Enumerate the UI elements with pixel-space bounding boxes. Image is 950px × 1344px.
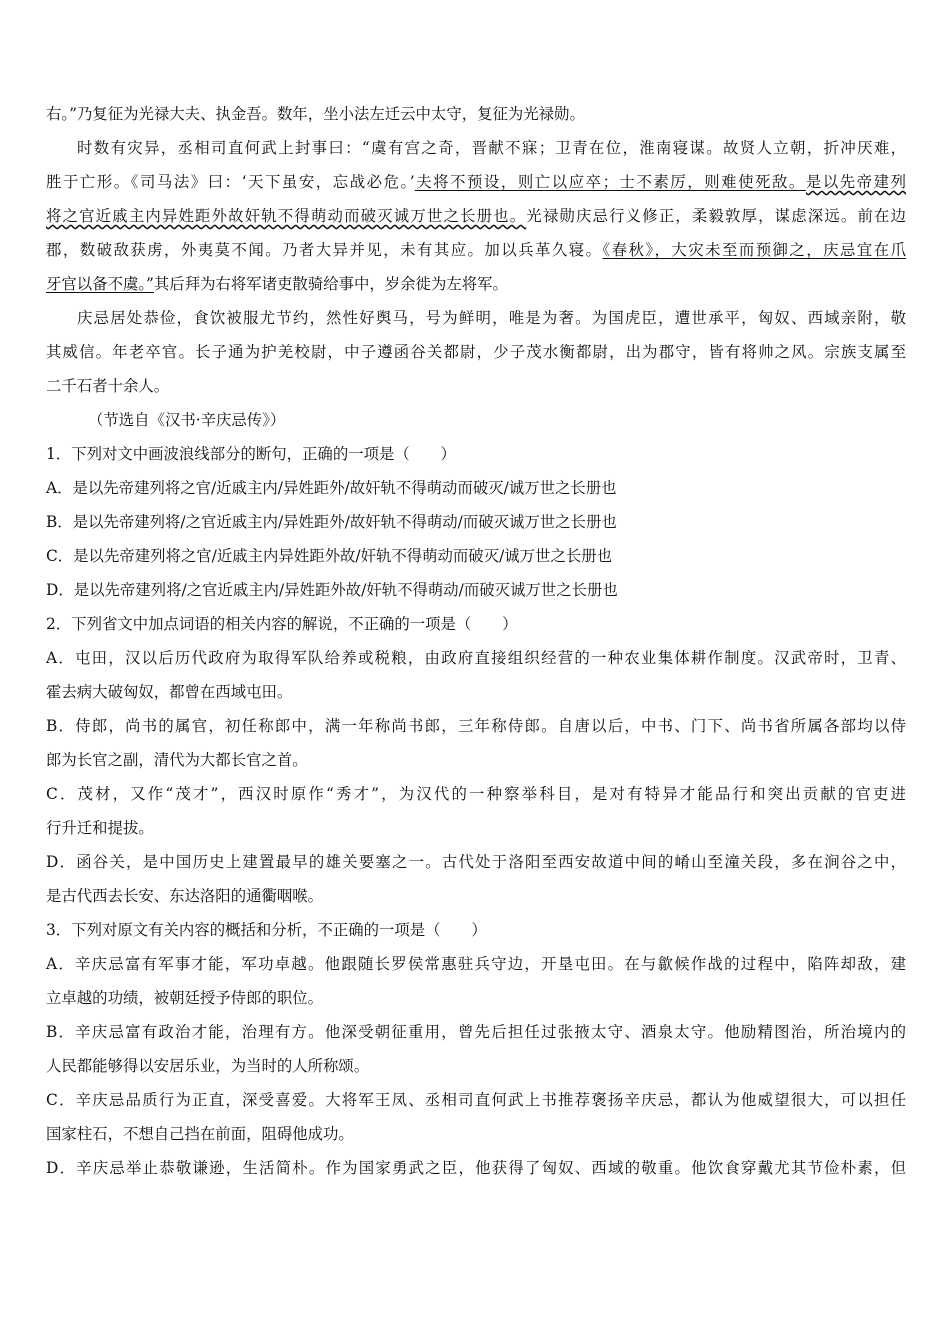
passage-line-9: 二千石者十余人。 — [46, 377, 170, 395]
passage-line-6 — [46, 267, 906, 301]
passage-line-1: 右。”乃复征为光禄大夫、执金吾。数年，坐小法左迁云中太守，复征为光禄勋。 — [46, 105, 585, 123]
wavy-underlined-text: 将之官近戚主内异姓距外故奸轨不得萌动而破灭诚万世之长册也。 — [46, 207, 527, 225]
passage-line-7: 庆忌居处恭俭，食饮被服尤节约，然性好舆马，号为鲜明，唯是为奢。为国虎臣，遭世承平，匈奴、西域亲附，敬 — [77, 309, 906, 327]
question-2-option-c-cont[interactable]: 行升迁和提拔。 — [46, 819, 154, 837]
question-3-option-a-cont[interactable]: 立卓越的功绩，被朝廷授予侍郎的职位。 — [46, 989, 324, 1007]
passage-text: 郡，数破敌获虏，外夷莫不闻。乃者大异并见，未有其应。加以兵革久寝。 — [46, 241, 603, 259]
passage-line-2: 时数有灾异，丞相司直何武上封事曰：“虞有宫之奇，晋献不寐；卫青在位，淮南寝谋。故贤人立朝，折冲厌难， — [77, 139, 906, 157]
document-page — [46, 97, 906, 1185]
question-2-option-b[interactable]: B．侍郎，尚书的属官，初任称郎中，满一年称尚书郎，三年称侍郎。自唐以后，中书、门下、尚书省所属各部均以侍 — [46, 717, 906, 735]
question-1-option-c[interactable]: C．是以先帝建列将之官/近戚主内异姓距外故/奸轨不得萌动而破灭/诚万世之长册也 — [46, 547, 613, 565]
passage-line-3 — [46, 165, 906, 199]
question-3-stem: 3．下列对原文有关内容的概括和分析，不正确的一项是（ ） — [46, 921, 487, 939]
passage-source: （节选自《汉书·辛庆忌传》） — [88, 411, 286, 429]
question-3-option-c-cont[interactable]: 国家柱石，不想自己挡在前面，阻碍他成功。 — [46, 1125, 354, 1143]
underlined-text: 《春秋》，大灾未至而预御之，庆忌宜在爪 — [602, 241, 906, 259]
question-1-option-b[interactable]: B．是以先帝建列将/之官近戚主内/异姓距外/故奸轨不得萌动/而破灭诚万世之长册也 — [46, 513, 617, 531]
question-2-option-d-cont[interactable]: 是古代西去长安、东达洛阳的通衢咽喉。 — [46, 887, 324, 905]
question-2-option-c[interactable]: C．茂材，又作“茂才”，西汉时原作“秀才”，为汉代的一种察举科目，是对有特异才能品行和突出贡献的官吏进 — [46, 785, 906, 803]
question-1-stem: 1．下列对文中画波浪线部分的断句，正确的一项是（ ） — [46, 445, 456, 463]
passage-line-5 — [46, 233, 906, 267]
question-2-stem: 2．下列省文中加点词语的相关内容的解说，不正确的一项是（ ） — [46, 615, 518, 633]
passage-text: 胜于亡形。《司马法》曰：‘天下虽安，忘战必危。’ — [46, 173, 415, 191]
question-3-option-d[interactable]: D．辛庆忌举止恭敬谦逊，生活简朴。作为国家勇武之臣，他获得了匈奴、西域的敬重。他饮食穿戴尤其节俭朴素，但 — [46, 1159, 906, 1177]
passage-line-8: 其威信。年老卒官。长子通为护羌校尉，中子遵函谷关都尉，少子茂水衡都尉，出为郡守，皆有将帅之风。宗族支属至 — [46, 343, 906, 361]
question-3-option-b[interactable]: B．辛庆忌富有政治才能，治理有方。他深受朝征重用，曾先后担任过张掖太守、酒泉太守。他励精图治，所治境内的 — [46, 1023, 906, 1041]
question-3-option-c[interactable]: C．辛庆忌品质行为正直，深受喜爱。大将军王凤、丞相司直何武上书推荐褒扬辛庆忌，都认为他威望很大，可以担任 — [46, 1091, 906, 1109]
question-3-option-b-cont[interactable]: 人民都能够得以安居乐业，为当时的人所称颂。 — [46, 1057, 370, 1075]
passage-text: 其后拜为右将军诸吏散骑给事中，岁余徙为左将军。 — [153, 275, 508, 293]
wavy-underlined-text: 是以先帝建列 — [805, 173, 906, 191]
passage-line-4 — [46, 199, 906, 233]
underlined-text: 牙官以备不虞。” — [46, 275, 154, 293]
question-2-option-b-cont[interactable]: 郎为长官之副，清代为大都长官之首。 — [46, 751, 308, 769]
question-1-option-d[interactable]: D．是以先帝建列将/之官近戚主内/异姓距外故/奸轨不得萌动/而破灭诚万世之长册也 — [46, 581, 618, 599]
underlined-text: 夫将不预设，则亡以应卒；士不素厉，则难使死敌。 — [414, 173, 806, 191]
question-2-option-d[interactable]: D．函谷关，是中国历史上建置最早的雄关要塞之一。古代处于洛阳至西安故道中间的崤山至潼关段，多在涧谷之中， — [46, 853, 906, 871]
question-3-option-a[interactable]: A．辛庆忌富有军事才能，军功卓越。他跟随长罗侯常惠驻兵守边，开垦屯田。在与歙候作战的过程中，陷阵却敌，建 — [46, 955, 906, 973]
question-1-option-a[interactable]: A．是以先帝建列将之官/近戚主内/异姓距外/故奸轨不得萌动而破灭/诚万世之长册也 — [46, 479, 617, 497]
passage-text: 光禄勋庆忌行义修正，柔毅敦厚，谋虑深远。前在边 — [526, 207, 906, 225]
question-2-option-a-cont[interactable]: 霍去病大破匈奴，都曾在西域屯田。 — [46, 683, 293, 701]
question-2-option-a[interactable]: A．屯田，汉以后历代政府为取得军队给养或税粮，由政府直接组织经营的一种农业集体耕作制度。汉武帝时，卫青、 — [46, 649, 906, 667]
